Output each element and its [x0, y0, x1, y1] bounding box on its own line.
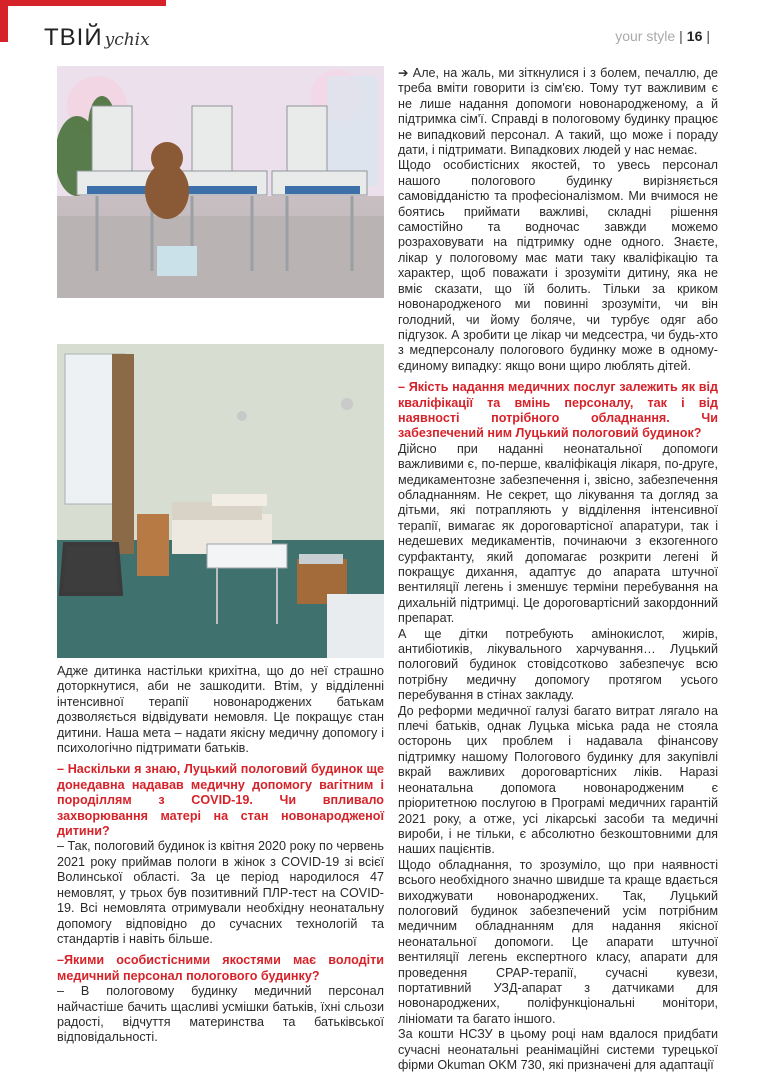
corner-accent-bar — [0, 0, 166, 6]
article-paragraph: Щодо обладнання, то зрозуміло, що при наявності всього необхідного значно швидше та краще вдається виходжувати новонароджених. Так, Луцький пологовий будинок забезпечений усім потрібним медичним обладнанням для надання якісної неонатальної допомоги. Це апарати штучної вентиляції легень експертного класу, апарати для проведення CPAP-терапії, сучасні кувези, портативний УЗД-апарат з датчиками для новонароджених, поліфункціональні монітори, лініомати та багато іншого. — [398, 857, 718, 1026]
article-paragraph: Щодо особистісних якостей, то увесь персонал нашого пологового будинку вирізняється самовідданістю та професіоналізмом. Ми вчимося не боятись приймати важливі, складні рішення самостійно та водночас завжди можемо розраховувати на підтримку одне одного. Знаєте, лікар у пологовому має мати таку кваліфікацію та характер, щоб поважати і зрозуміти дитину, яка не вміє сказати, що їй болить. Тільки за криком новонародженого ми повинні зрозуміти, чи він голодний, чи йому боляче, чи турбує одяг або підгузок. А зробити це лікар чи медсестра, чи будь-хто з медперсоналу пологового будинку може в одному-єдиному випадку: якщо вони щиро люблять дітей. — [398, 158, 718, 373]
section-label: your style — [615, 28, 676, 44]
magazine-brand — [44, 24, 150, 52]
interview-question: – Якість надання медичних послуг залежить як від кваліфікації та вмінь персоналу, так і від наявності потрібного обладнання. Чи забезпечений ним Луцький пологовий будинок? — [398, 380, 718, 441]
interview-question: – Наскільки я знаю, Луцький пологовий будинок ще донедавна надавав медичну допомогу вагітним і породіллям з COVID-19. Чи впливало захворювання матері на стан новонародженої дитини? — [57, 762, 384, 839]
header-separator: | — [679, 28, 683, 44]
interview-answer: – Так, пологовий будинок із квітня 2020 року по червень 2021 року приймав пологи в жінок з COVID-19 зі всієї Волинської області. За це період народилося 47 немовлят, у трьох був позитивний ПЛР-тест на COVID-19. Всі немовлята отримували необхідну неонатальну допомогу відповідно до сучасних технологій та стандартів і навіть більше. — [57, 839, 384, 946]
article-paragraph: Адже дитинка настільки крихітна, що до неї страшно доторкнутися, аби не зашкодити. Втім, у відділенні інтенсивної терапії новонароджених батькам дозволяється відвідувати немовля. Це покращує стан дитини. Наша мета – надати якісну медичну допомогу і психологічно підтримати батьків. — [57, 664, 384, 756]
interview-question: –Якими особистісними якостями має володіти медичний персонал пологового будинку? — [57, 953, 384, 983]
brand-script: ychix — [104, 30, 150, 50]
article-paragraph: До реформи медичної галузі багато витрат лягало на плечі батьків, однак Луцька міська рада не стояла осторонь цих проблем і надавала фінансову підтримку нашому Пологового будинку для закупівлі вкрай важливих дороговартісних ліків. Наразі неонатальна допомога новонародженим є пріоритетною послугою в Програмі медичних гарантій 2021 року, а отже, усі лікарські засоби та медичні вироби, і не тільки, є абсолютно безкоштовними для наших пацієнтів. — [398, 703, 718, 857]
photo-ward-room — [57, 344, 384, 658]
page-number: 16 — [686, 28, 703, 44]
brand-main: ТВІЙ — [44, 24, 103, 51]
right-text-column — [398, 66, 718, 1073]
article-paragraph: За кошти НСЗУ в цьому році нам вдалося придбати сучасні неонатальні реанімаційні системи турецької фірми Okuman OKM 730, які призначені для адаптації — [398, 1027, 718, 1072]
header-separator-end: | — [706, 28, 710, 44]
article-paragraph: А ще дітки потребують амінокислот, жирів, антибіотиків, лікувального харчування… Луцький пологовий будинок стовідсотково забезпечує всю потрібну медичну допомогу протягом усього перебування в стінах закладу. — [398, 626, 718, 703]
incubators-illustration — [57, 66, 384, 298]
article-paragraph: ➔ Але, на жаль, ми зіткнулися і з болем, печаллю, де треба вміти говорити із сім'єю. Тому тут важливим є не лише надання допомоги новонародженому, а й підтримка сім'ї. Справді в пологовому будинку працює не випадковий персонал. А такий, що може і пораду дати, і підтримати. Випадкових людей у нас немає. — [398, 66, 718, 158]
ward-room-illustration — [57, 344, 384, 658]
left-text-column — [57, 664, 384, 1046]
corner-accent-mark — [0, 0, 8, 42]
photo-incubators — [57, 66, 384, 298]
page-header-right — [615, 28, 714, 44]
interview-answer: – В пологовому будинку медичний персонал найчастіше бачить щасливі усмішки батьків, їхні сльози радості, відчуття материнства та батьківської відповідальності. — [57, 984, 384, 1045]
article-paragraph: Дійсно при наданні неонатальної допомоги важливими є, по-перше, кваліфікація лікаря, по-друге, медикаментозне забезпечення і, звісно, забезпечення обладнанням. Не секрет, що лікування та догляд за дітьми, які потрапляють у відділення інтенсивної терапії, вимагає як дороговартісної апаратури, так і недешевих медикаментів, починаючи з екзогенного сурфактанту, який допомагає розкрити легені й покращує дихання, адаптує до апарата штучної вентиляції легень і зменшує терміни перебування на дихальній підтримці. Це дороговартісний закордонний препарат. — [398, 441, 718, 626]
